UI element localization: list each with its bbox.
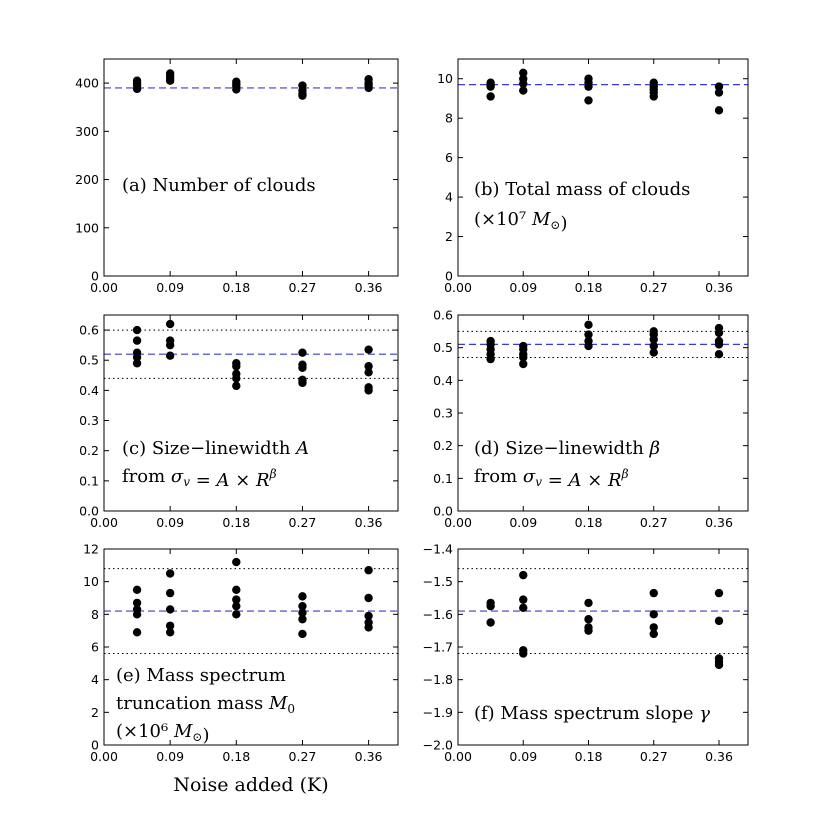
panel-d-data-point [486,355,494,363]
panel-b-data-point [584,96,592,104]
panel-b-x-tick-label: 0.18 [574,280,603,295]
panel-f-y-tick-label: −1.9 [422,704,453,720]
panel-c-data-point [166,352,174,360]
panel-e-data-point [133,610,141,618]
panel-f-y-tick-label: −2.0 [422,737,453,753]
panel-d-data-point [584,321,592,329]
panel-f-data-point [519,604,527,612]
panel-a-y-tick-label: 300 [75,123,99,139]
panel-a-x-tick-label: 0.27 [288,280,317,295]
panel-b-y-tick-label: 6 [445,150,453,166]
panel-e-data-point [364,623,372,631]
panel-b-y-tick-label: 4 [445,189,453,205]
panel-c-annotation-line: from $\sigma_v = A \times R^\beta$ [122,466,277,491]
panel-c-data-point [298,364,306,372]
panel-c-data-point [133,326,141,334]
panel-e-data-point [166,569,174,577]
panel-e-y-tick-label: 4 [91,672,99,688]
panel-a-data-point [364,84,372,92]
panel-d-data-point [584,342,592,350]
panel-b-annotation-line: (b) Total mass of clouds [474,179,691,200]
panel-c-data-point [364,345,372,353]
panel-e-y-tick-label: 12 [83,541,99,557]
panel-d-data-point [519,360,527,368]
panel-d-data-point [650,348,658,356]
panel-f-data-point [519,595,527,603]
panel-c-data-point [166,320,174,328]
panel-c-y-tick-label: 0.0 [79,503,99,519]
panel-e-data-point [298,630,306,638]
panel-e-data-point [232,586,240,594]
panel-e-data-point [298,592,306,600]
panel-b-annotation-line: (×10⁷ $M_⊙$) [474,209,568,234]
panel-d-y-tick-label: 0.4 [433,372,453,388]
panel-f-data-point [650,589,658,597]
panel-d-annotation-line: (d) Size−linewidth β [474,438,660,459]
panel-e-x-tick-label: 0.18 [222,749,251,764]
panel-f-data-point [486,618,494,626]
panel-c-y-tick-label: 0.4 [79,382,99,398]
panel-e-y-tick-label: 0 [91,737,99,753]
panel-b-y-tick-label: 0 [445,268,453,284]
panel-e-data-point [133,586,141,594]
panel-b-y-tick-label: 8 [445,110,453,126]
panel-f-data-point [715,589,723,597]
panel-f-x-tick-label: 0.18 [574,749,603,764]
panel-b-x-tick-label: 0.27 [639,280,668,295]
panel-a-data-point [133,85,141,93]
panel-e-y-tick-label: 2 [91,704,99,720]
panel-f-data-point [519,571,527,579]
panel-c-y-tick-label: 0.6 [79,322,99,338]
panel-c-annotation-line: (c) Size−linewidth A [122,438,310,459]
panel-a-y-tick-label: 400 [75,75,99,91]
panel-e-x-tick-label: 0.36 [354,749,383,764]
panel-c-data-point [364,368,372,376]
panel-a-y-tick-label: 0 [91,268,99,284]
panel-c-y-tick-label: 0.2 [79,443,99,459]
panel-f-annotation-line: (f) Mass spectrum slope γ [474,703,710,724]
panel-d-y-tick-label: 0.5 [433,340,453,356]
panel-c-x-tick-label: 0.18 [222,515,251,530]
panel-e-data-point [166,589,174,597]
panel-e-data-point [364,594,372,602]
panel-f-data-point [584,626,592,634]
panel-f-x-tick-label: 0.00 [444,749,472,764]
panel-d-data-point [715,350,723,358]
panel-e-y-tick-label: 6 [91,639,99,655]
panel-d-x-tick-label: 0.09 [509,515,538,530]
panel-f-data-point [650,610,658,618]
panel-f-y-tick-label: −1.6 [422,606,453,622]
panel-f-data-point [584,615,592,623]
panel-a-x-tick-label: 0.00 [90,280,118,295]
panel-d-y-tick-label: 0.0 [433,503,453,519]
panel-c-x-tick-label: 0.27 [288,515,317,530]
panel-f-data-point [519,649,527,657]
panel-c-data-point [232,382,240,390]
panel-e-data-point [133,628,141,636]
panel-c-x-tick-label: 0.00 [90,515,118,530]
panel-c-data-point [232,362,240,370]
panel-c-data-point [364,386,372,394]
panel-e-data-point [232,558,240,566]
panel-f-x-tick-label: 0.27 [639,749,668,764]
panel-c-y-tick-label: 0.1 [79,473,99,489]
x-axis-label: Noise added (K) [173,774,329,796]
panel-b-y-tick-label: 2 [445,229,453,245]
panel-f-data-point [486,602,494,610]
panel-e-annotation-line: truncation mass $M_0$ [116,693,296,716]
panel-b-x-tick-label: 0.09 [509,280,538,295]
panel-e-annotation-line: (×10⁶ $M_⊙$) [116,721,210,746]
panel-b-data-point [584,82,592,90]
panel-a-y-tick-label: 200 [75,172,99,188]
panel-f-data-point [650,630,658,638]
panel-c-y-tick-label: 0.5 [79,352,99,368]
panel-e-data-point [166,628,174,636]
panel-e-data-point [232,610,240,618]
panel-a-y-tick-label: 100 [75,220,99,236]
panel-d-annotation-line: from $\sigma_v = A \times R^\beta$ [474,466,629,491]
panel-d-x-tick-label: 0.00 [444,515,472,530]
panel-f-data-point [715,661,723,669]
panel-e-annotation-line: (e) Mass spectrum [116,665,286,686]
panel-a-x-tick-label: 0.09 [156,280,185,295]
panel-f-y-tick-label: −1.5 [422,574,453,590]
panel-f-y-tick-label: −1.7 [422,639,453,655]
panel-a-data-point [166,77,174,85]
panel-d-x-tick-label: 0.18 [574,515,603,530]
panel-d-data-point [715,329,723,337]
panel-f-data-point [584,599,592,607]
panel-d-x-tick-label: 0.36 [705,515,733,530]
panel-b-data-point [715,106,723,114]
panel-d-y-tick-label: 0.3 [433,405,453,421]
panel-c-x-tick-label: 0.09 [156,515,185,530]
panel-c-data-point [232,374,240,382]
panel-e-y-tick-label: 8 [91,606,99,622]
panel-b-data-point [650,92,658,100]
panel-e-data-point [232,602,240,610]
panel-d-y-tick-label: 0.1 [433,470,453,486]
panel-e-x-tick-label: 0.00 [90,749,118,764]
panel-a-annotation-line: (a) Number of clouds [122,175,316,196]
panel-e-data-point [364,566,372,574]
panel-a-data-point [298,91,306,99]
panel-b-data-point [486,82,494,90]
panel-a-x-tick-label: 0.36 [354,280,383,295]
panel-c-x-tick-label: 0.36 [354,515,383,530]
panel-d-data-point [715,340,723,348]
panel-f-y-tick-label: −1.4 [422,541,453,557]
panel-f-x-tick-label: 0.36 [705,749,733,764]
panel-b-x-tick-label: 0.00 [444,280,472,295]
panel-e-y-tick-label: 10 [83,574,99,590]
panel-b-data-point [486,92,494,100]
panel-c-y-tick-label: 0.3 [79,413,99,429]
panel-b-data-point [519,86,527,94]
panel-c-data-point [298,379,306,387]
panel-d-y-tick-label: 0.6 [433,307,453,323]
panel-c-data-point [133,336,141,344]
panel-d-x-tick-label: 0.27 [639,515,668,530]
panel-c-data-point [166,341,174,349]
panel-d-y-tick-label: 0.2 [433,438,453,454]
panel-a-data-point [232,85,240,93]
panel-b-y-tick-label: 10 [437,71,453,87]
panel-e-data-point [298,615,306,623]
panel-e-data-point [166,605,174,613]
panel-b-x-tick-label: 0.36 [705,280,733,295]
panel-f-data-point [715,617,723,625]
panel-f-x-tick-label: 0.09 [509,749,538,764]
panel-a-x-tick-label: 0.18 [222,280,251,295]
panel-f-y-tick-label: −1.8 [422,672,453,688]
panel-e-x-tick-label: 0.09 [156,749,185,764]
panel-c-data-point [133,359,141,367]
panel-e-x-tick-label: 0.27 [288,749,317,764]
panel-c-data-point [298,348,306,356]
panel-b-data-point [715,88,723,96]
